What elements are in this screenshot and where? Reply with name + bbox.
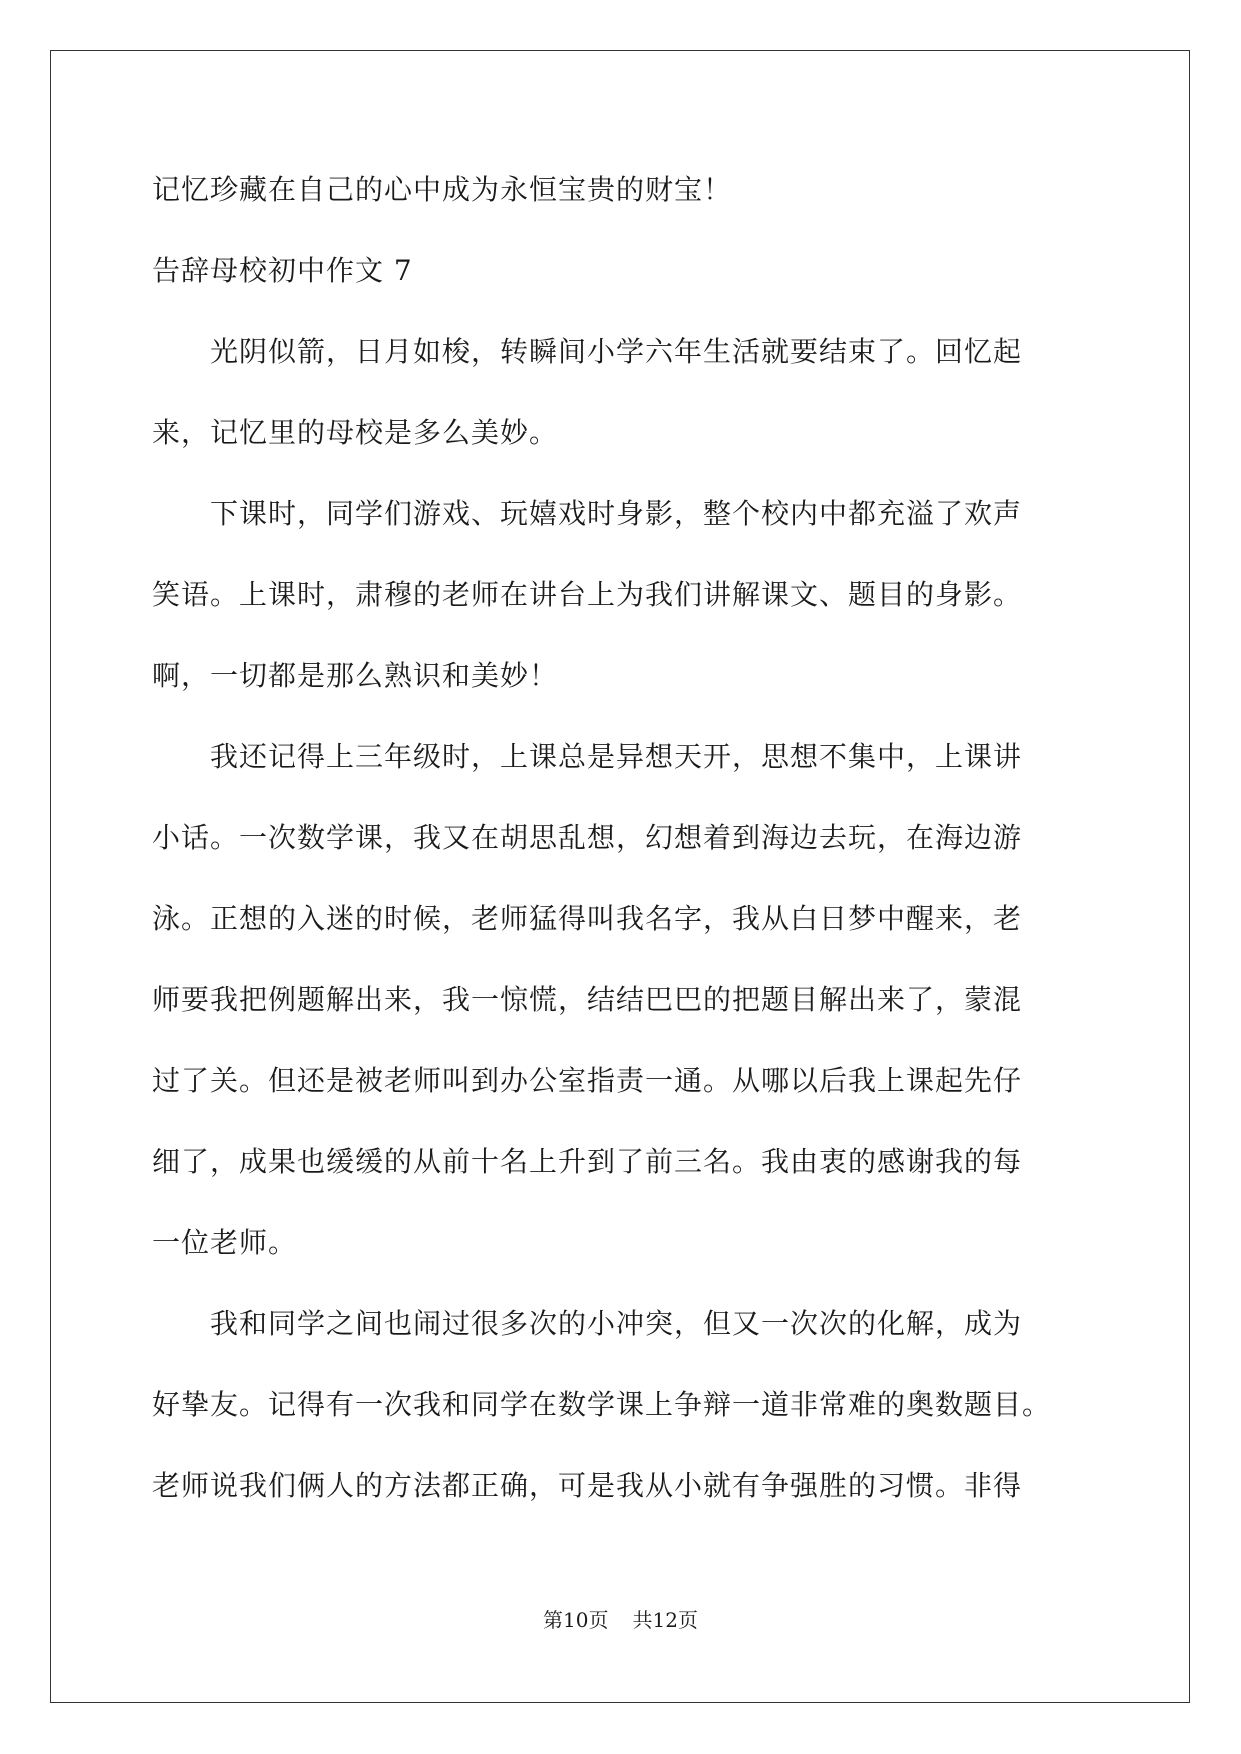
text-line: 细了，成果也缓缓的从前十名上升到了前三名。我由衷的感谢我的每 [152,1145,1023,1178]
text-line: 笑语。上课时，肃穆的老师在讲台上为我们讲解课文、题目的身影。 [152,578,1023,611]
text-line: 泳。正想的入迷的时候，老师猛得叫我名字，我从白日梦中醒来，老 [152,902,1023,935]
text-line: 师要我把例题解出来，我一惊慌，结结巴巴的把题目解出来了，蒙混 [152,983,1023,1016]
text-line: 小话。一次数学课，我又在胡思乱想，幻想着到海边去玩，在海边游 [152,821,1023,854]
text-line: 我和同学之间也闹过很多次的小冲突，但又一次次的化解，成为 [152,1307,1023,1340]
text-line: 光阴似箭，日月如梭，转瞬间小学六年生活就要结束了。回忆起 [152,335,1023,368]
text-line: 过了关。但还是被老师叫到办公室指责一通。从哪以后我上课起先仔 [152,1064,1023,1097]
text-line: 啊，一切都是那么熟识和美妙！ [152,659,559,692]
page-footer [0,1606,1241,1634]
text-line: 记忆珍藏在自己的心中成为永恒宝贵的财宝！ [152,173,733,206]
text-line: 我还记得上三年级时，上课总是异想天开，思想不集中，上课讲 [152,740,1023,773]
page-border [50,50,1190,1703]
page-number-total: 共12页 [632,1608,698,1632]
text-line: 一位老师。 [152,1226,298,1259]
text-line: 下课时，同学们游戏、玩嬉戏时身影，整个校内中都充溢了欢声 [152,497,1023,530]
text-line: 老师说我们俩人的方法都正确，可是我从小就有争强胜的习惯。非得 [152,1469,1023,1502]
text-line: 好挚友。记得有一次我和同学在数学课上争辩一道非常难的奥数题目。 [152,1388,1052,1421]
page-number-current: 第10页 [543,1608,609,1632]
text-line: 来，记忆里的母校是多么美妙。 [152,416,559,449]
section-heading: 告辞母校初中作文 7 [152,254,413,287]
